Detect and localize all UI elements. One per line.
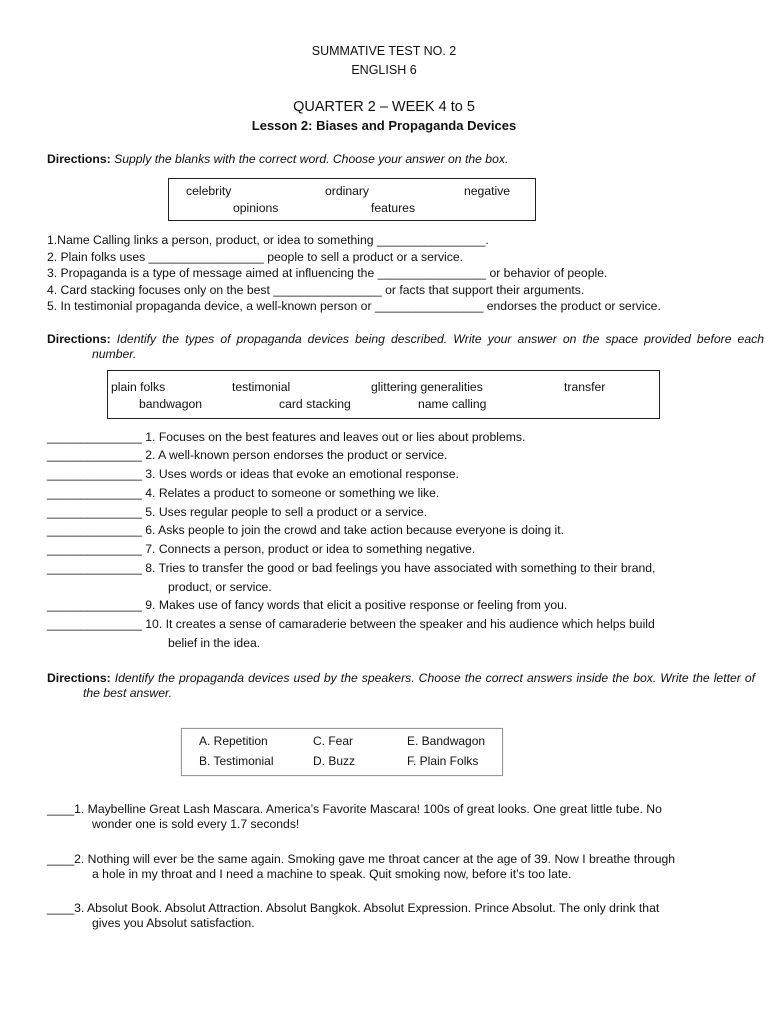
identify-item: ______________ 4. Relates a product to someone or something we like.	[47, 486, 440, 500]
directions-text: Supply the blanks with the correct word. Choose your answer on the box.	[114, 152, 509, 166]
speaker-item-line1: ____2. Nothing will ever be the same again. Smoking gave me throat cancer at the age of 39. Now I breathe through	[47, 852, 676, 866]
identify-item: ______________ 10. It creates a sense of camaraderie between the speaker and his audience which helps build	[47, 617, 655, 631]
part1-directions	[47, 152, 719, 167]
answer-choice: B. Testimonial	[199, 754, 274, 768]
answer-choice: E. Bandwagon	[407, 734, 486, 748]
directions-label: Directions:	[47, 332, 111, 346]
choice-word: testimonial	[232, 380, 291, 394]
choice-word: celebrity	[186, 184, 232, 198]
part2-directions	[47, 332, 764, 363]
speaker-item-line2: a hole in my throat and I need a machine to speak. Quit smoking now, before it’s too late.	[92, 867, 572, 882]
identify-item: ______________ 3. Uses words or ideas that evoke an emotional response.	[47, 467, 459, 481]
choice-word: plain folks	[111, 380, 166, 394]
speaker-item	[47, 901, 719, 932]
speaker-item-line1: ____1. Maybelline Great Lash Mascara. America’s Favorite Mascara! 100s of great looks. One great little tube. No	[47, 802, 662, 816]
directions-text: Identify the types of propaganda devices being described. Write your answer on the space provided before each number.	[92, 332, 764, 362]
identify-item-continued: belief in the idea.	[168, 636, 261, 650]
word-box-1	[168, 178, 536, 221]
choice-word: opinions	[233, 201, 279, 215]
subject-title: ENGLISH 6	[351, 63, 417, 77]
fill-item: 1.Name Calling links a person, product, or idea to something ________________.	[47, 233, 489, 247]
speaker-item	[47, 802, 719, 833]
choice-word: card stacking	[279, 397, 351, 411]
identify-item-continued: product, or service.	[168, 580, 272, 594]
identify-item: ______________ 9. Makes use of fancy words that elicit a positive response or feeling from you.	[47, 598, 568, 612]
answer-choice: A. Repetition	[199, 734, 268, 748]
quarter-title: QUARTER 2 – WEEK 4 to 5	[293, 99, 475, 115]
part3-directions	[47, 671, 755, 702]
identify-item: ______________ 2. A well-known person endorses the product or service.	[47, 448, 448, 462]
identify-item: ______________ 5. Uses regular people to sell a product or a service.	[47, 505, 428, 519]
speaker-item-line1: ____3. Absolut Book. Absolut Attraction. Absolut Bangkok. Absolut Expression. Prince Absolut. The only drink that	[47, 901, 660, 915]
speaker-item-line2: gives you Absolut satisfaction.	[92, 916, 255, 931]
answer-choice: D. Buzz	[313, 754, 356, 768]
word-box-2	[107, 370, 660, 419]
speaker-item	[47, 852, 719, 883]
choice-word: negative	[464, 184, 511, 198]
speaker-item-line2: wonder one is sold every 1.7 seconds!	[92, 817, 300, 832]
fill-item: 2. Plain folks uses _________________ people to sell a product or a service.	[47, 250, 464, 264]
identify-item: ______________ 6. Asks people to join the crowd and take action because everyone is doing it.	[47, 523, 564, 537]
choice-word: transfer	[564, 380, 606, 394]
fill-item: 5. In testimonial propaganda device, a well-known person or ________________ endorses the product or service.	[47, 299, 661, 313]
choice-word: bandwagon	[139, 397, 203, 411]
choice-word: ordinary	[325, 184, 370, 198]
identify-item: ______________ 7. Connects a person, product or idea to something negative.	[47, 542, 476, 556]
directions-label: Directions:	[47, 152, 111, 166]
fill-item: 4. Card stacking focuses only on the best ________________ or facts that support their arguments.	[47, 283, 585, 297]
identify-item: ______________ 8. Tries to transfer the good or bad feelings you have associated with something to their brand,	[47, 561, 656, 575]
test-title: SUMMATIVE TEST NO. 2	[311, 44, 457, 58]
choice-word: name calling	[418, 397, 487, 411]
answer-choice: F. Plain Folks	[407, 754, 479, 768]
answer-box	[181, 728, 503, 776]
choice-word: glittering generalities	[371, 380, 483, 394]
directions-text: Identify the propaganda devices used by the speakers. Choose the correct answers inside the box. Write the letter of the best answer.	[83, 671, 755, 701]
fill-item: 3. Propaganda is a type of message aimed at influencing the ________________ or behavior of people.	[47, 266, 608, 280]
lesson-title: Lesson 2: Biases and Propaganda Devices	[251, 118, 517, 133]
choice-word: features	[371, 201, 416, 215]
identify-item: ______________ 1. Focuses on the best features and leaves out or lies about problems.	[47, 430, 526, 444]
directions-label: Directions:	[47, 671, 111, 685]
answer-choice: C. Fear	[313, 734, 354, 748]
